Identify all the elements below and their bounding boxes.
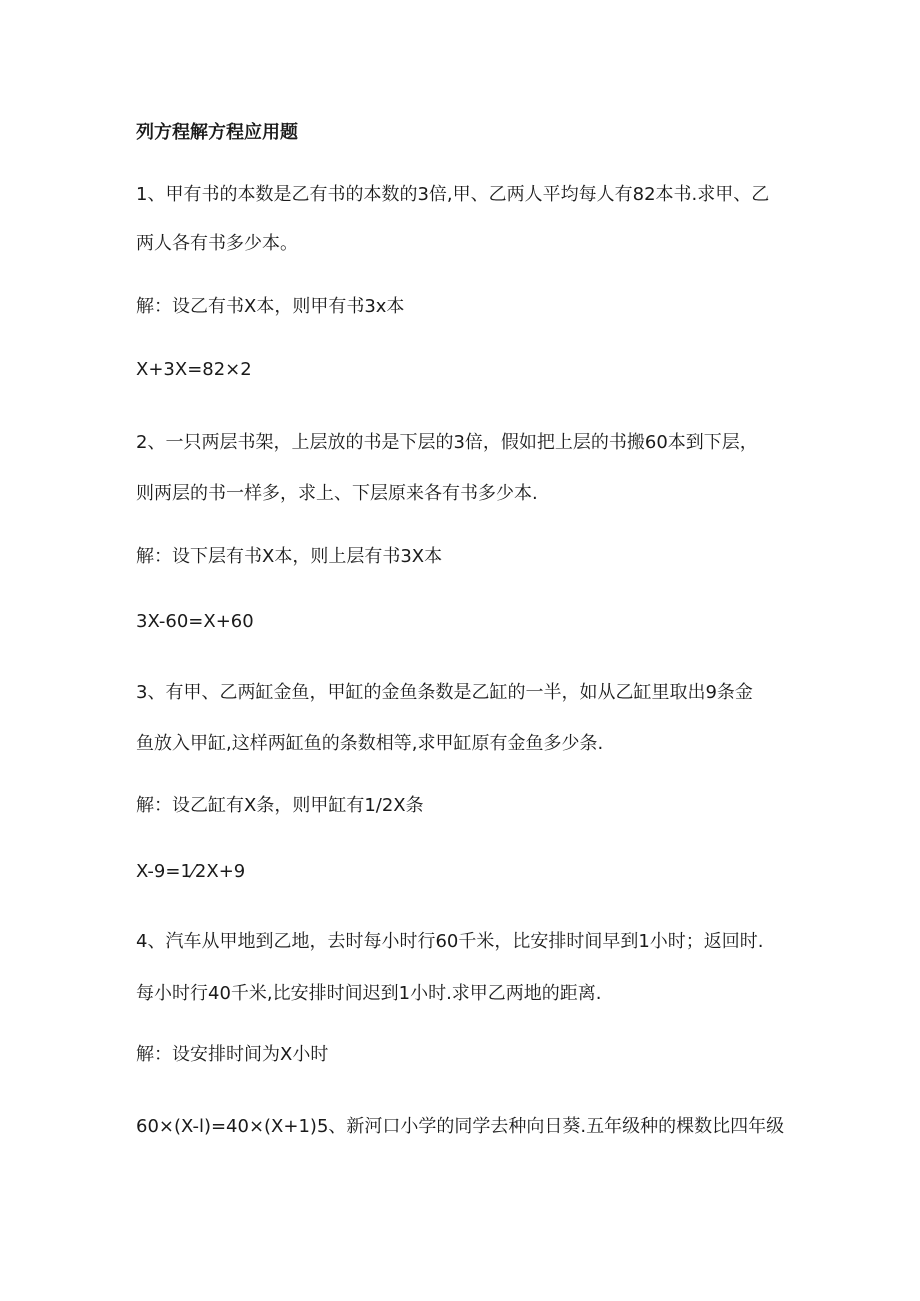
- problem-4-line-2: 每小时行40千米,比安排时间迟到1小时.求甲乙两地的距离.: [136, 983, 602, 1004]
- problem-3-line-2: 鱼放入甲缸,这样两缸鱼的条数相等,求甲缸原有金鱼多少条.: [136, 733, 604, 754]
- document-title: 列方程解方程应用题: [136, 122, 298, 143]
- problem-1-line-2: 两人各有书多少本。: [136, 233, 298, 254]
- problem-2-equation: 3X-60=X+60: [136, 611, 254, 632]
- problem-2-line-2: 则两层的书一样多，求上、下层原来各有书多少本.: [136, 483, 538, 504]
- problem-1-solution: 解：设乙有书X本，则甲有书3x本: [136, 296, 405, 317]
- problem-3-line-1: 3、有甲、乙两缸金鱼，甲缸的金鱼条数是乙缸的一半，如从乙缸里取出9条金: [136, 682, 753, 703]
- problem-4-solution: 解：设安排时间为X小时: [136, 1044, 329, 1065]
- problem-2-solution: 解：设下层有书X本，则上层有书3X本: [136, 546, 443, 567]
- problem-3-equation: X-9=1⁄2X+9: [136, 861, 246, 882]
- problem-1-equation: X+3X=82×2: [136, 359, 252, 380]
- problem-4-equation-and-problem-5-start: 60×(X-l)=40×(X+1)5、新河口小学的同学去种向日葵.五年级种的棵数比四年级: [136, 1116, 785, 1137]
- problem-4-line-1: 4、汽车从甲地到乙地，去时每小时行60千米，比安排时间早到1小时；返回时.: [136, 931, 764, 952]
- problem-1-line-1: 1、甲有书的本数是乙有书的本数的3倍,甲、乙两人平均每人有82本书.求甲、乙: [136, 184, 770, 205]
- problem-2-line-1: 2、一只两层书架，上层放的书是下层的3倍，假如把上层的书搬60本到下层，: [136, 432, 758, 453]
- problem-3-solution: 解：设乙缸有X条，则甲缸有1/2X条: [136, 795, 424, 816]
